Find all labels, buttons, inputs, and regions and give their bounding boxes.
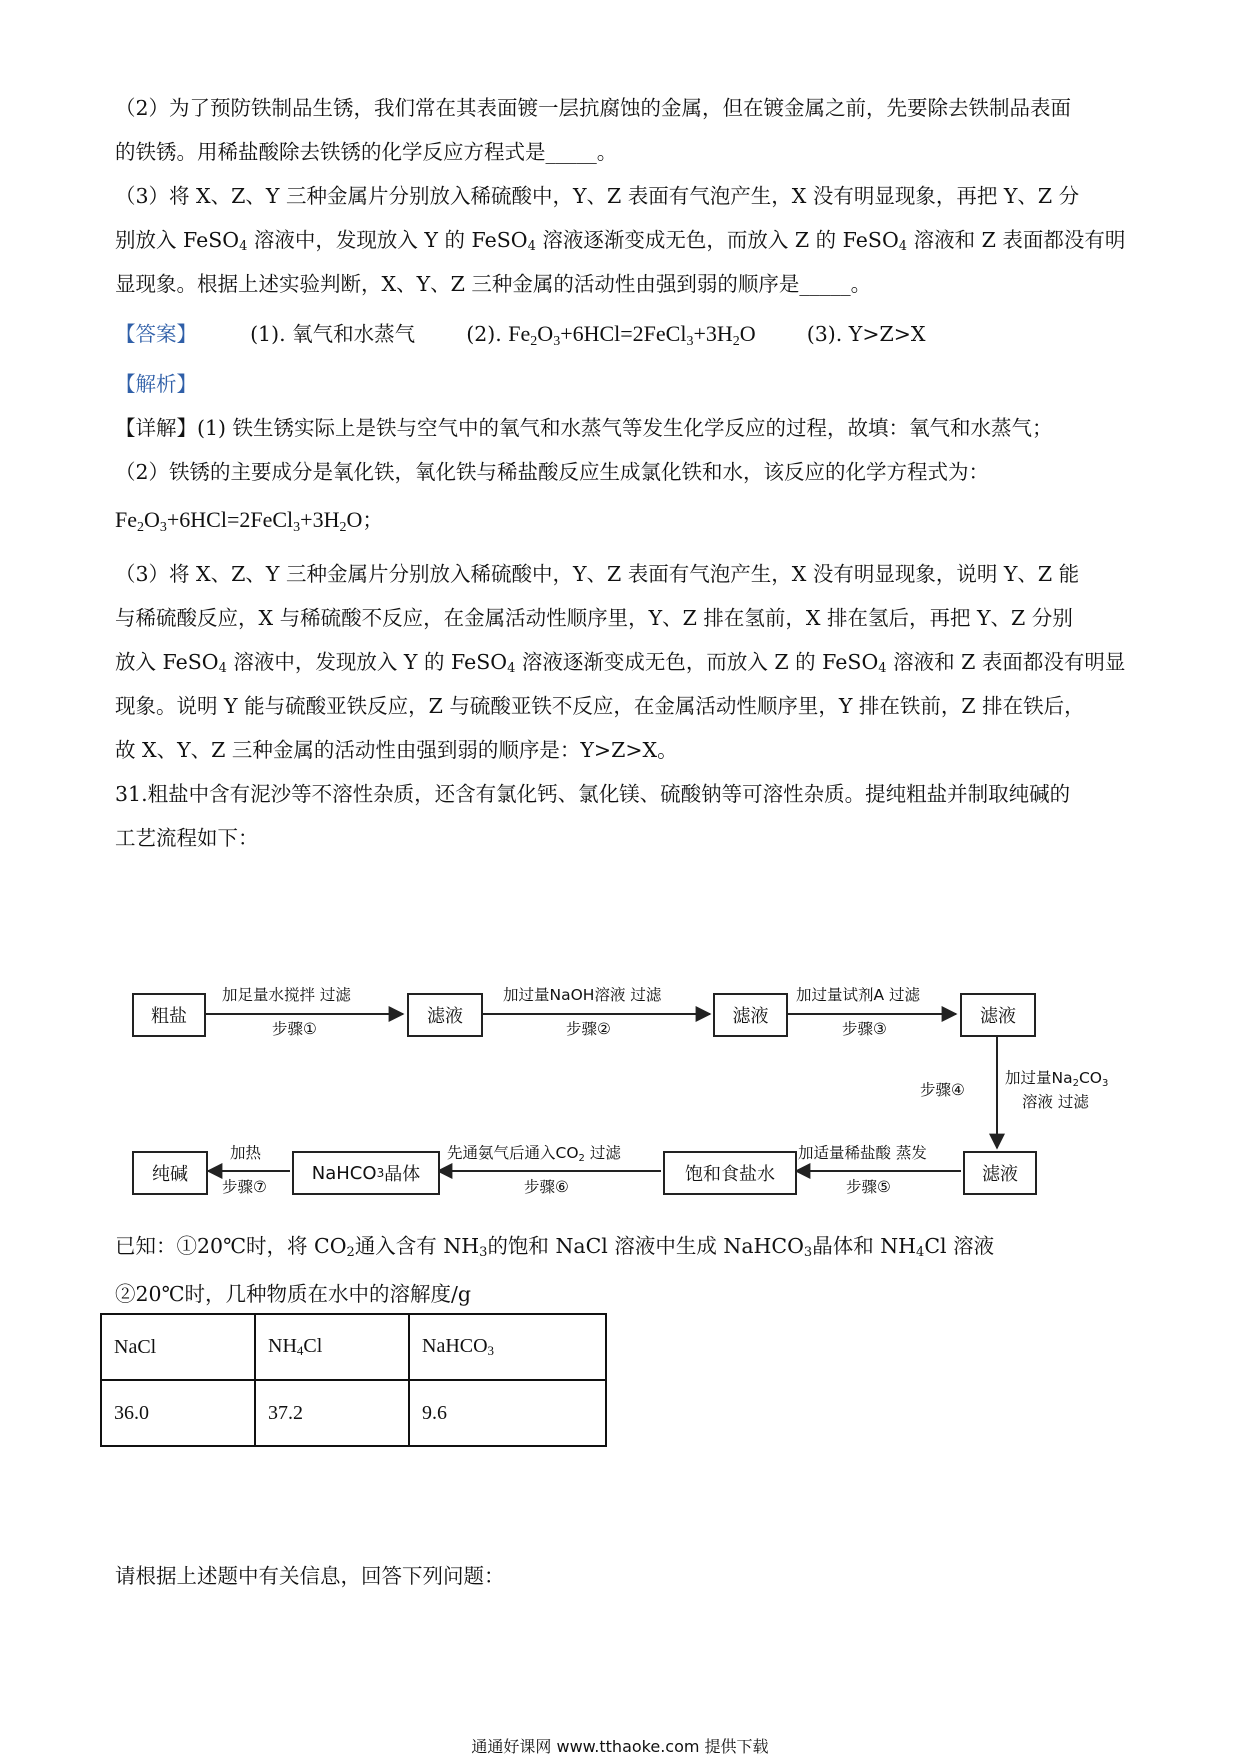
step-2-condition: 加过量NaOH溶液 过滤 bbox=[503, 986, 662, 1004]
box-crude-salt: 粗盐 bbox=[132, 993, 206, 1037]
step-6-label: 步骤⑥ bbox=[524, 1178, 569, 1196]
closing-instruction: 请根据上述题中有关信息，回答下列问题： bbox=[115, 1564, 505, 1588]
table-cell-nh4cl: 37.2 bbox=[255, 1380, 409, 1446]
question-3-line-2: 别放入 FeSO$_4$ 溶液中，发现放入 Y 的 FeSO$_4$ 溶液逐渐变成无色，而放入 Z 的 FeSO$_4$ 溶液和 Z 表面都没有明 bbox=[115, 228, 1126, 254]
detail3-line-5: 故 X、Y、Z 三种金属的活动性由强到弱的顺序是：Y>Z>X。 bbox=[115, 738, 678, 762]
box-soda-ash: 纯碱 bbox=[132, 1151, 208, 1195]
question-2-line-1: （2）为了预防铁制品生锈，我们常在其表面镀一层抗腐蚀的金属，但在镀金属之前，先要除去铁制品表面 bbox=[115, 96, 1072, 120]
detail3-line-3: 放入 FeSO$_4$ 溶液中，发现放入 Y 的 FeSO$_4$ 溶液逐渐变成无色，而放入 Z 的 FeSO$_4$ 溶液和 Z 表面都没有明显 bbox=[115, 650, 1126, 676]
solubility-table bbox=[100, 1313, 607, 1447]
detail-line-1: 【详解】(1) 铁生锈实际上是铁与空气中的氧气和水蒸气等发生化学反应的过程，故填：氧气和水蒸气； bbox=[115, 416, 1053, 440]
step-7-condition: 加热 bbox=[230, 1144, 262, 1162]
table-row bbox=[101, 1380, 606, 1446]
answer-2-prefix: (2). bbox=[466, 322, 502, 346]
step-5-label: 步骤⑤ bbox=[846, 1178, 891, 1196]
question-31-line-2: 工艺流程如下： bbox=[115, 826, 259, 850]
page-footer: 通通好课网 www.tthaoke.com 提供下载 bbox=[471, 1737, 769, 1756]
step-4-label: 步骤④ bbox=[920, 1081, 965, 1099]
question-2-line-2: 的铁锈。用稀盐酸除去铁锈的化学反应方程式是_____。 bbox=[115, 140, 618, 164]
analysis-label: 【解析】 bbox=[115, 372, 197, 396]
known-info-2: ②20℃时，几种物质在水中的溶解度/g bbox=[115, 1282, 472, 1306]
table-header-row bbox=[101, 1314, 606, 1380]
box-filtrate-2: 滤液 bbox=[713, 993, 788, 1037]
step-6-condition: 先通氨气后通入$CO_2$ 过滤 bbox=[447, 1144, 621, 1164]
table-header-nacl: NaCl bbox=[101, 1314, 255, 1380]
answer-3: (3). Y>Z>X bbox=[806, 322, 926, 346]
table-cell-nahco3: 9.6 bbox=[409, 1380, 606, 1446]
detail3-line-2: 与稀硫酸反应，X 与稀硫酸不反应，在金属活动性顺序里，Y、Z 排在氢前，X 排在氢后，再把 Y、Z 分别 bbox=[115, 606, 1073, 630]
step-2-label: 步骤② bbox=[566, 1020, 611, 1038]
box-saturated-brine: 饱和食盐水 bbox=[663, 1151, 797, 1195]
step-1-label: 步骤① bbox=[272, 1020, 317, 1038]
box-filtrate-1: 滤液 bbox=[407, 993, 483, 1037]
box-nahco3-crystal: NaHCO 3 晶体 bbox=[292, 1151, 440, 1195]
question-3-line-1: （3）将 X、Z、Y 三种金属片分别放入稀硫酸中，Y、Z 表面有气泡产生，X 没有明显现象，再把 Y、Z 分 bbox=[115, 184, 1080, 208]
step-5-condition: 加适量稀盐酸 蒸发 bbox=[798, 1144, 927, 1162]
table-header-nahco3: NaHCO$_3$ bbox=[409, 1314, 606, 1380]
question-3-line-3: 显现象。根据上述实验判断，X、Y、Z 三种金属的活动性由强到弱的顺序是_____。 bbox=[115, 272, 872, 296]
step-3-label: 步骤③ bbox=[842, 1020, 887, 1038]
table-header-nh4cl: $NH_4Cl$ bbox=[255, 1314, 409, 1380]
box-filtrate-3: 滤液 bbox=[960, 993, 1036, 1037]
table-cell-nacl: 36.0 bbox=[101, 1380, 255, 1446]
box-filtrate-4: 滤液 bbox=[963, 1151, 1037, 1195]
step-7-label: 步骤⑦ bbox=[222, 1178, 267, 1196]
detail3-line-1: （3）将 X、Z、Y 三种金属片分别放入稀硫酸中，Y、Z 表面有气泡产生，X 没有明显现象，说明 Y、Z 能 bbox=[115, 562, 1080, 586]
detail-formula: $Fe_2O_3+6HCl=2FeCl_3+3H_2O$ bbox=[115, 507, 363, 535]
step-4-condition-2: 溶液 过滤 bbox=[1022, 1093, 1089, 1111]
step-4-condition: 加过量$Na_2CO_3$ bbox=[1005, 1069, 1109, 1089]
question-31-line-1: 31.粗盐中含有泥沙等不溶性杂质，还含有氯化钙、氯化镁、硫酸钠等可溶性杂质。提纯粗盐并制取纯碱的 bbox=[115, 782, 1071, 806]
step-1-condition: 加足量水搅拌 过滤 bbox=[222, 986, 351, 1004]
detail-line-2: （2）铁锈的主要成分是氧化铁，氧化铁与稀盐酸反应生成氯化铁和水，该反应的化学方程式为： bbox=[115, 460, 990, 484]
known-info-1: 已知：①20℃时，将 $CO_2$通入含有 $NH_3$的饱和 NaCl 溶液中生成 NaHCO$_3$晶体和 $NH_4Cl$ 溶液 bbox=[115, 1234, 995, 1260]
answer-label: 【答案】 bbox=[115, 322, 197, 346]
step-3-condition: 加过量试剂A 过滤 bbox=[796, 986, 921, 1004]
answer-1: (1). 氧气和水蒸气 bbox=[250, 322, 416, 346]
detail3-line-4: 现象。说明 Y 能与硫酸亚铁反应，Z 与硫酸亚铁不反应，在金属活动性顺序里，Y 排在铁前，Z 排在铁后， bbox=[115, 694, 1085, 718]
detail-formula-line: $Fe_2O_3+6HCl=2FeCl_3+3H_2O$； bbox=[115, 507, 383, 535]
answer-2-formula: $Fe_2O_3+6HCl=2FeCl_3+3H_2O$ bbox=[508, 321, 756, 349]
